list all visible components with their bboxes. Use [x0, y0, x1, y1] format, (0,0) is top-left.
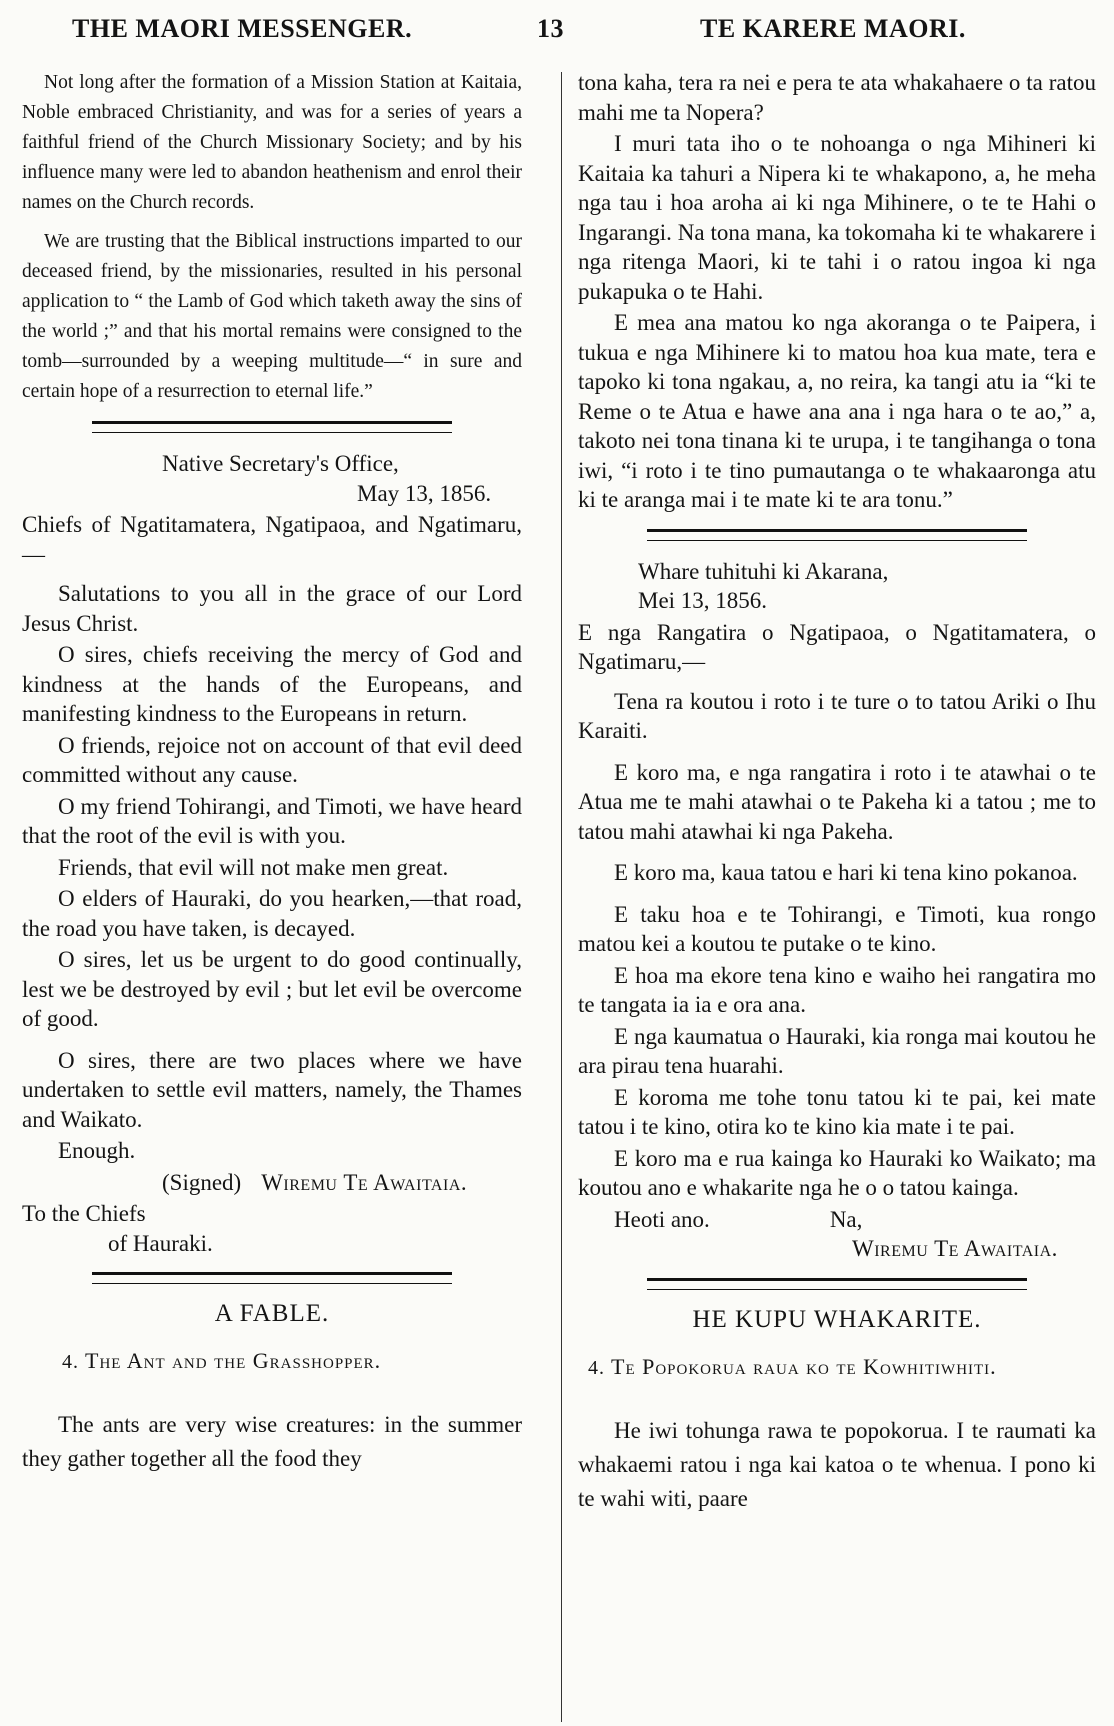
english-column [22, 68, 522, 1476]
maori-fable [578, 1306, 1096, 1516]
letter-paragraph: O friends, rejoice not on account of that evil deed committed without any cause. [22, 732, 522, 787]
letter-office: Native Secretary's Office, [162, 451, 399, 476]
letter-paragraph: E hoa ma ekore tena kino e waiho hei rangatira mo te tangata ia ia e ora ana. [578, 962, 1096, 1017]
signed-label: (Signed) [162, 1169, 242, 1195]
english-obituary [22, 68, 522, 407]
section-rule [92, 1272, 452, 1284]
fable-subtitle-text: The Ant and the Grasshopper. [85, 1348, 382, 1373]
letter-closing-row [578, 1205, 1096, 1264]
column-divider [561, 72, 562, 1722]
letter-paragraph: E taku hoa e te Tohirangi, e Timoti, kua rongo matou kei a koutou te putake o te kino. [578, 901, 1096, 956]
maori-column [578, 68, 1096, 1516]
obituary-paragraph: E mea ana matou ko nga akoranga o te Paipera, i tukua e nga Mihinere ki to matou hoa kua mate, tera e tapoko ki tona ngakau, a, no reira, ka tangi atu ia “ki te Reme o te Atua e hawe ana ana i nga hara o te ao,” a, takoto nei tona tinana ki te urupa, i te tangihanga o tona iwi, “i roto i te tino pumautanga o te whakaaronga atu ki te aranga mai i te mate ki te ara tonu.” [578, 310, 1096, 512]
fable-subtitle-text: Te Popokorua raua ko te Kowhitiwhiti. [611, 1353, 997, 1379]
letter-paragraph: Friends, that evil will not make men great. [58, 854, 449, 880]
letter-na: Na, [829, 1206, 863, 1232]
letter-paragraph: E koro ma, e nga rangatira i roto i te atawhai o te Atua me te mahi atawhai o te Pakeha ki a tatou ; me to tatou mahi atawhai ki nga Pakeha. [578, 759, 1096, 844]
letter-paragraph: Tena ra koutou i roto i te ture o to tatou Ariki o Ihu Karaiti. [578, 688, 1096, 743]
letter-paragraph: O sires, chiefs receiving the mercy of God and kindness at the hands of the Europeans, and manifesting kindness to the Europeans in return. [22, 642, 522, 726]
section-rule [647, 529, 1027, 541]
english-fable [22, 1300, 522, 1476]
section-rule [647, 1278, 1027, 1290]
letter-paragraph: E nga kaumatua o Hauraki, kia ronga mai koutou he ara pirau tena huarahi. [578, 1023, 1096, 1078]
fable-title: HE KUPU WHAKARITE. [692, 1305, 982, 1333]
letter-paragraph: E koro ma e rua kainga ko Hauraki ko Waikato; ma koutou ano e whakarite nga he o o tatou kainga. [578, 1145, 1096, 1200]
section-rule [92, 421, 452, 433]
addressee-line: of Hauraki. [108, 1230, 213, 1256]
letter-date: Mei 13, 1856. [638, 588, 768, 613]
header-maori-title: TE KARERE MAORI. [700, 14, 966, 43]
letter-paragraph: O my friend Tohirangi, and Timoti, we have heard that the root of the evil is with you. [22, 793, 522, 848]
obituary-paragraph: We are trusting that the Biblical instructions imparted to our deceased friend, by the missionaries, resulted in his personal application to “ the Lamb of God which taketh away the sins of the world ;” and that his mortal remains were consigned to the tomb—surrounded by a weeping multitude—“ in sure and certain hope of a resurrection to eternal life.” [22, 231, 522, 402]
english-letter [22, 449, 522, 1258]
maori-letter [578, 557, 1096, 1264]
obituary-paragraph: I muri tata iho o te nohoanga o nga Mihineri ki Kaitaia ka tahuri a Nipera ki te whakapono, a, he meha nga tau i hoa aroha ai ki nga Mihinere, o te te Hahi o Ingarangi. Na tona mana, ka tokomaha ki te whakarere i nga ritenga Maori, ki te tahi i o ratou ingoa ki nga pukapuka o te Hahi. [578, 131, 1096, 304]
letter-salutation: E nga Rangatira o Ngatipaoa, o Ngatitamatera, o Ngatimaru,— [578, 619, 1096, 674]
addressee-line: To the Chiefs [22, 1201, 146, 1226]
letter-paragraph: E koro ma, kaua tatou e hari ki tena kino pokanoa. [614, 860, 1078, 885]
fable-number: 4. [62, 1351, 79, 1373]
letter-closing: Enough. [58, 1138, 136, 1163]
letter-office: Whare tuhituhi ki Akarana, [638, 558, 889, 584]
letter-dateline [578, 557, 1096, 616]
header-english-title: THE MAORI MESSENGER. [72, 14, 413, 43]
page-number: 13 [537, 14, 564, 43]
obituary-paragraph: Not long after the formation of a Mission Station at Kaitaia, Noble embraced Christianity, and was for a series of years a faithful friend of the Church Missionary Society; and by his influence many were led to abandon heathenism and enrol their names on the Church records. [22, 72, 522, 213]
fable-body: He iwi tohunga rawa te popokorua. I te raumati ka whakaemi ratou i nga kai katoa o te whenua. I pono ki te wahi witi, paare [578, 1417, 1096, 1511]
letter-date: May 13, 1856. [357, 480, 492, 506]
letter-paragraph: Salutations to you all in the grace of our Lord Jesus Christ. [22, 581, 522, 636]
letter-addressee [22, 1199, 522, 1258]
letter-closing: Heoti ano. [614, 1206, 710, 1232]
letter-paragraph: E koroma me tohe tonu tatou ki te pai, kei mate tatou i te kino, otira ko te kino kia mate i te pai. [578, 1084, 1096, 1139]
letter-paragraph: O sires, let us be urgent to do good continually, lest we be destroyed by evil ; but let evil be overcome of good. [22, 947, 522, 1031]
fable-subtitle [578, 1354, 1096, 1380]
fable-body: The ants are very wise creatures: in the summer they gather together all the food they [22, 1412, 522, 1471]
letter-signature-line [22, 1168, 522, 1198]
letter-paragraph: O elders of Hauraki, do you hearken,—that road, the road you have taken, is decayed. [22, 886, 522, 941]
letter-signature: Wiremu Te Awaitaia. [852, 1236, 1058, 1261]
letter-salutation: Chiefs of Ngatitamatera, Ngatipaoa, and Ngatimaru,— [22, 512, 522, 567]
running-header [0, 14, 1114, 54]
fable-number: 4. [588, 1356, 605, 1379]
maori-obituary [578, 68, 1096, 515]
letter-dateline [22, 449, 522, 508]
letter-paragraph: O sires, there are two places where we have undertaken to settle evil matters, namely, the Thames and Waikato. [22, 1047, 522, 1132]
letter-signature: Wiremu Te Awaitaia. [261, 1169, 468, 1195]
fable-title: A FABLE. [214, 1300, 330, 1327]
fable-subtitle [22, 1348, 522, 1374]
obituary-paragraph: tona kaha, tera ra nei e pera te ata whakahaere o ta ratou mahi me ta Nopera? [578, 70, 1096, 125]
